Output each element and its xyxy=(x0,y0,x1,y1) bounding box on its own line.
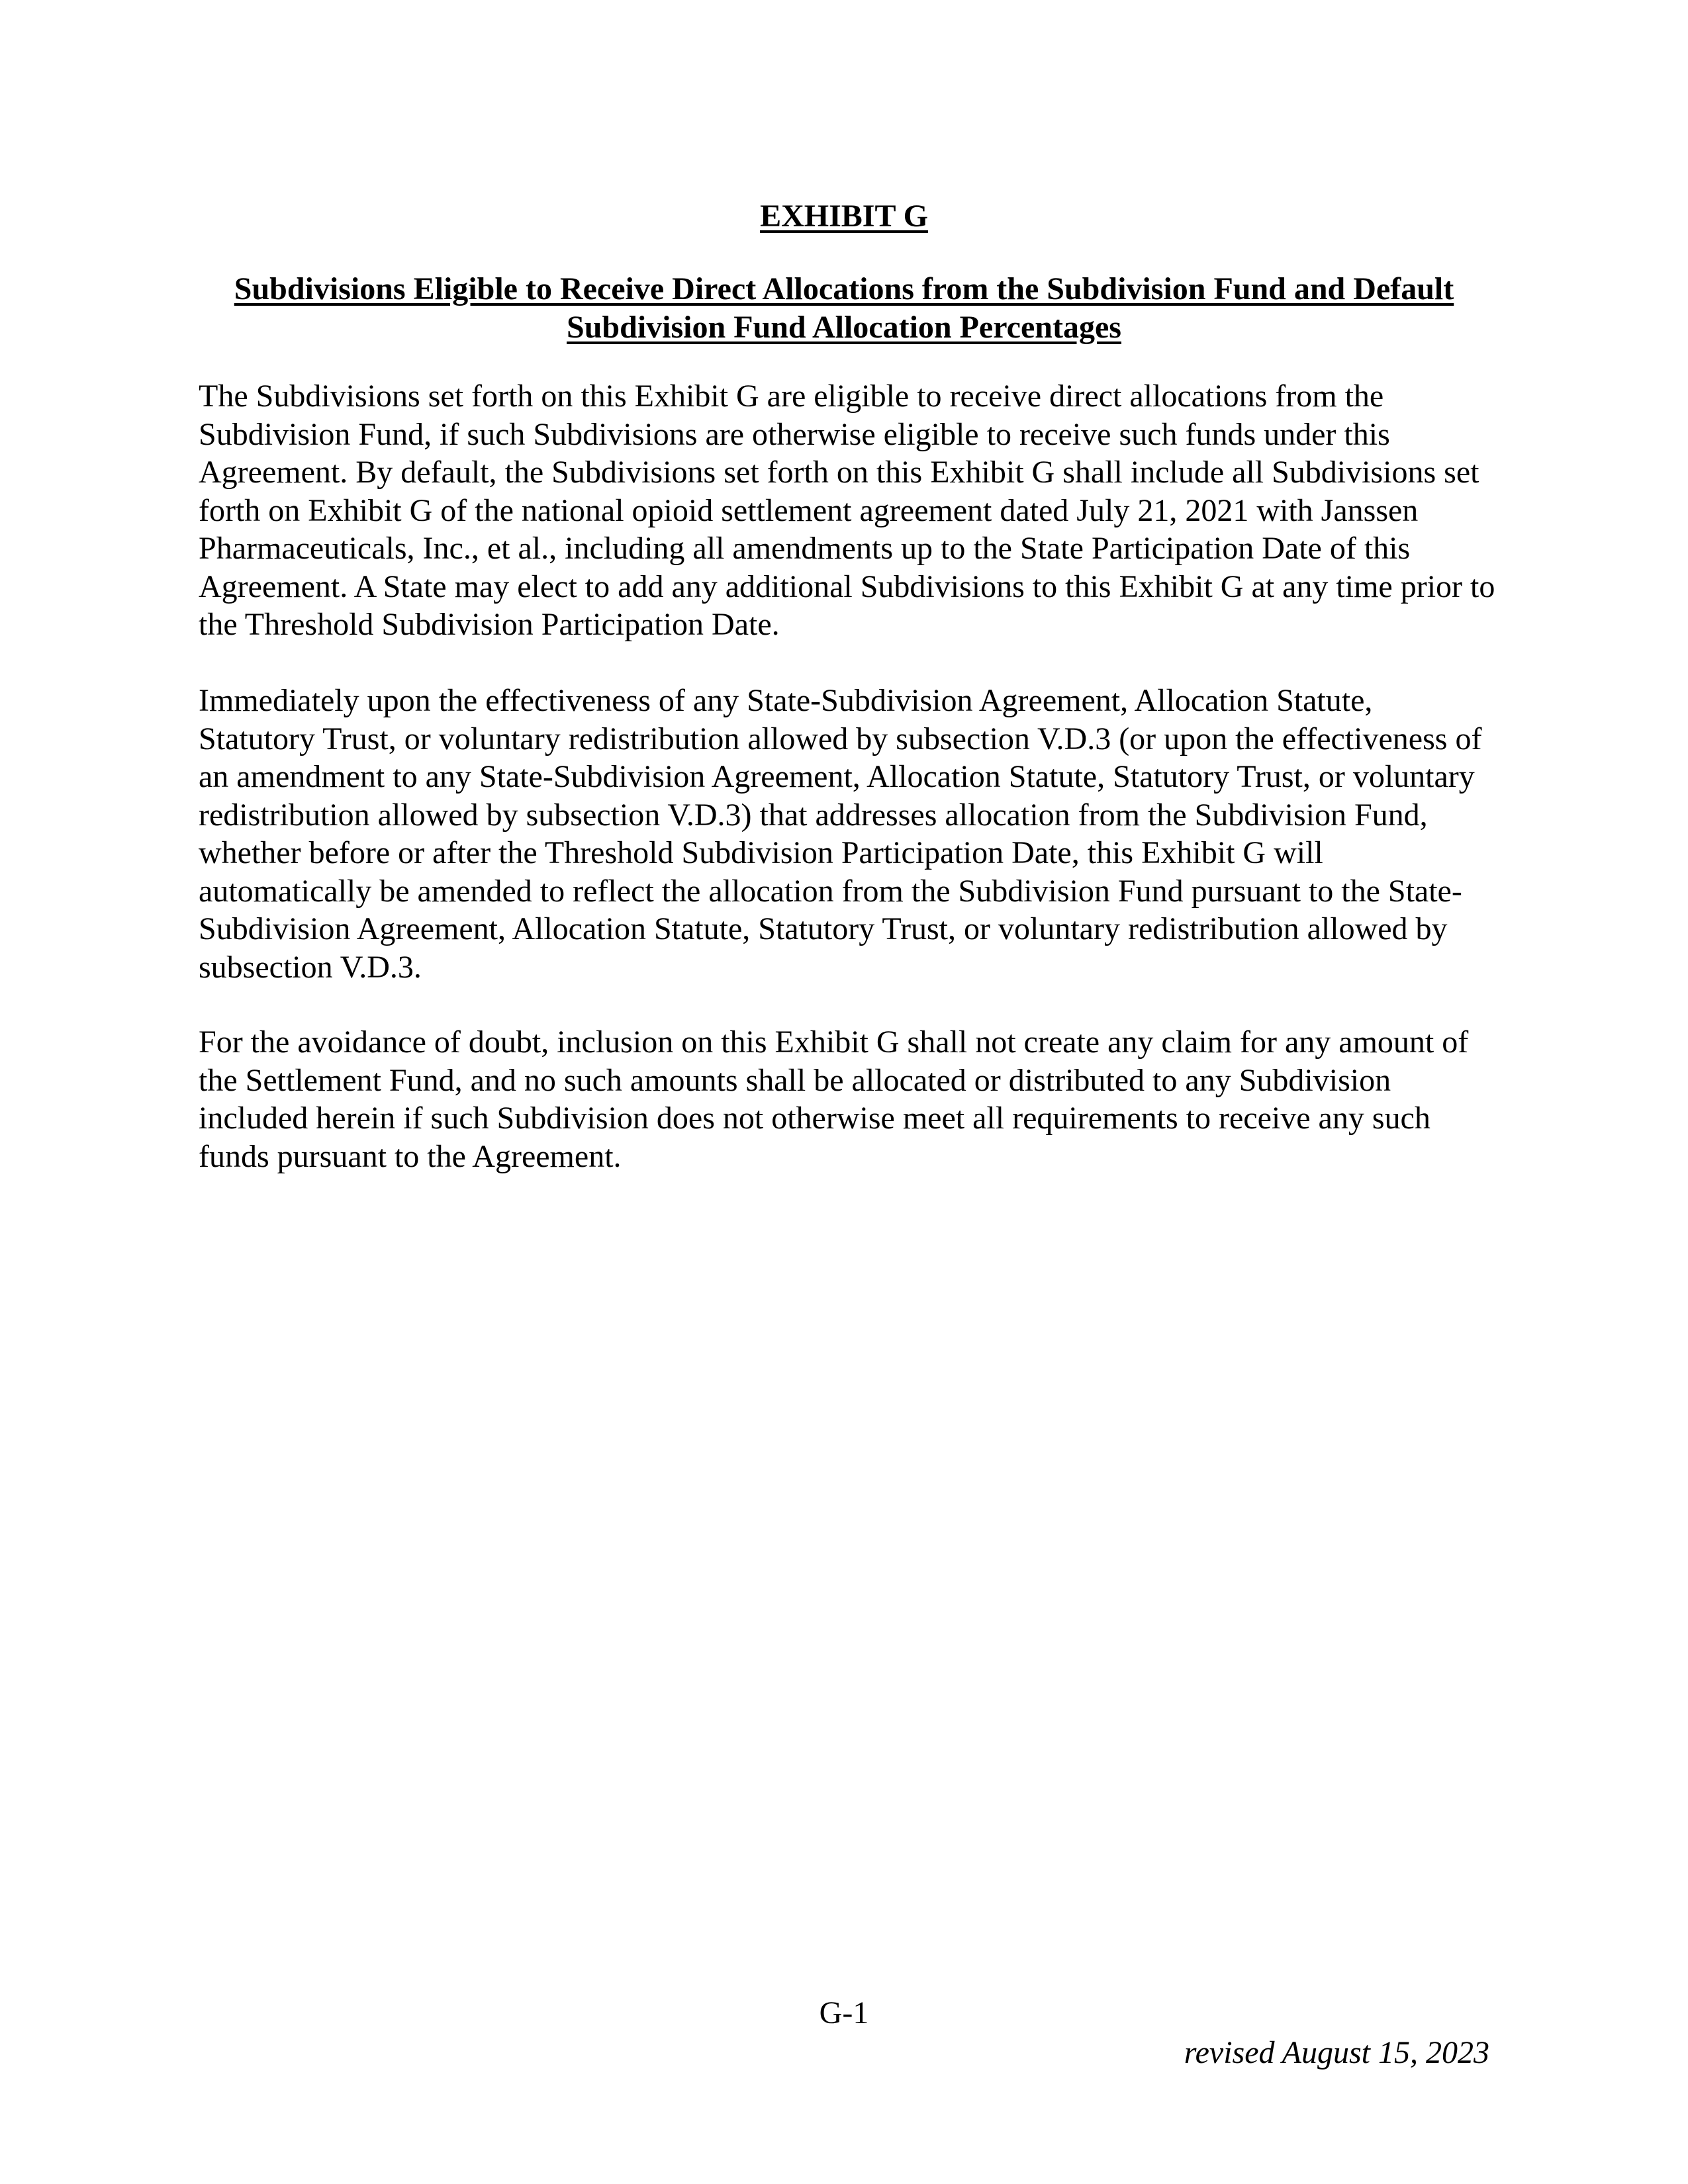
paragraph-amendment: Immediately upon the effectiveness of any State-Subdivision Agreement, Allocation Statute, Statutory Trust, or voluntary redistribution allowed by subsection V.D.3 (or upon the effectiveness of an amendment to any State-Subdivision Agreement, Allocation Statute, Statutory Trust, or voluntary redistribution allowed by subsection V.D.3) that addresses allocation from the Subdivision Fund, whether before or after the Threshold Subdivision Participation Date, this Exhibit G will automatically be amended to reflect the allocation from the Subdivision Fund pursuant to the State-Subdivision Agreement, Allocation Statute, Statutory Trust, or voluntary redistribution allowed by subsection V.D.3. xyxy=(199,683,1482,985)
page-number: G-1 xyxy=(819,1995,869,2030)
paragraph-avoidance-of-doubt: For the avoidance of doubt, inclusion on this Exhibit G shall not create any claim for any amount of the Settlement Fund, and no such amounts shall be allocated or distributed to any Subdivision included herein if such Subdivision does not otherwise meet all requirements to receive any such funds pursuant to the Agreement. xyxy=(199,1024,1469,1174)
exhibit-title: EXHIBIT G xyxy=(760,199,928,234)
exhibit-subtitle: Subdivisions Eligible to Receive Direct Allocations from the Subdivision Fund and Default Subdivision Fund Allocation Percentages xyxy=(234,271,1454,345)
revised-date: revised August 15, 2023 xyxy=(1184,2035,1489,2070)
paragraph-eligibility: The Subdivisions set forth on this Exhibit G are eligible to receive direct allocations from the Subdivision Fund, if such Subdivisions are otherwise eligible to receive such funds under this Agreement. By default, the Subdivisions set forth on this Exhibit G shall include all Subdivisions set forth on Exhibit G of the national opioid settlement agreement dated July 21, 2021 with Janssen Pharmaceuticals, Inc., et al., including all amendments up to the State Participation Date of this Agreement. A State may elect to add any additional Subdivisions to this Exhibit G at any time prior to the Threshold Subdivision Participation Date. xyxy=(199,379,1495,642)
